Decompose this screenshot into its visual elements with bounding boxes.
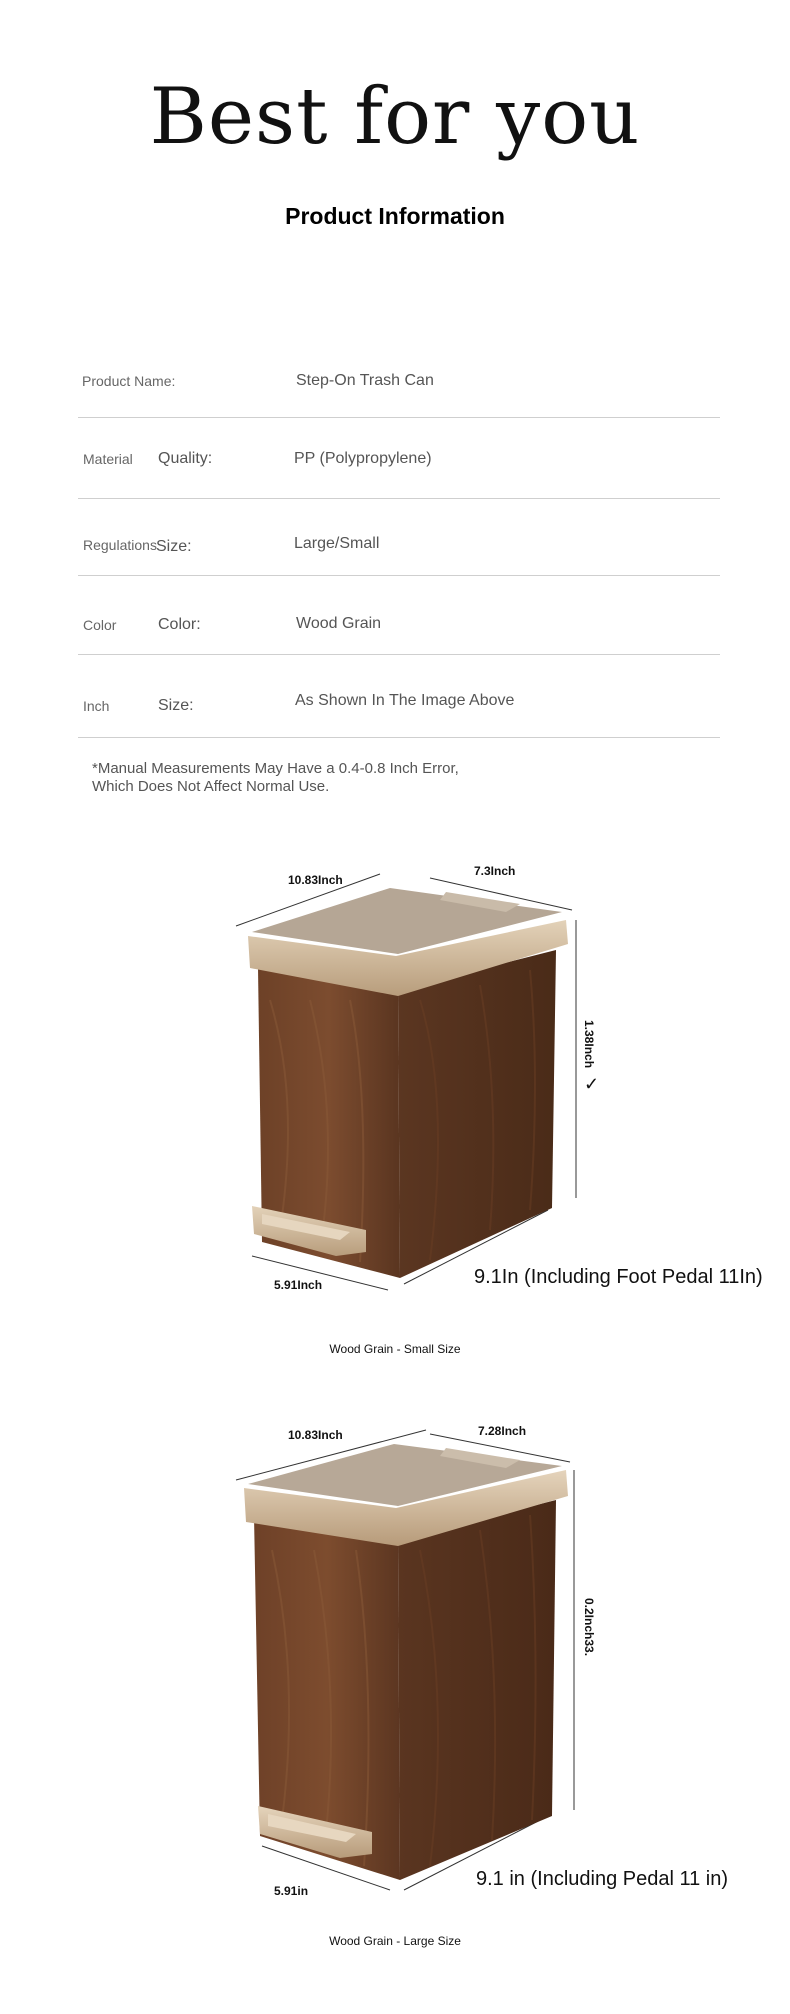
hero-title: Best for you bbox=[149, 72, 641, 162]
accent-mark-icon: ✓ bbox=[584, 1074, 600, 1094]
depth-with-pedal-label: 9.1In (Including Foot Pedal 11In) bbox=[474, 1266, 763, 1288]
width-dimension-label: 10.83Inch bbox=[288, 873, 343, 887]
depth-dimension-label: 7.28Inch bbox=[478, 1424, 527, 1438]
section-title: Product Information bbox=[285, 203, 505, 229]
info-sublabel: Color: bbox=[158, 616, 201, 633]
info-sublabel: Size: bbox=[158, 697, 194, 714]
note-line-2: Which Does Not Affect Normal Use. bbox=[92, 778, 330, 795]
info-value: Step-On Trash Can bbox=[296, 372, 434, 389]
size-caption: Wood Grain - Small Size bbox=[329, 1342, 461, 1356]
info-label: Inch bbox=[83, 698, 110, 714]
height-dimension-label: 0.2Inch33. bbox=[582, 1598, 596, 1657]
info-value: Large/Small bbox=[294, 535, 380, 552]
size-caption: Wood Grain - Large Size bbox=[329, 1934, 461, 1948]
info-value: As Shown In The Image Above bbox=[295, 692, 515, 709]
info-label: Regulations bbox=[83, 537, 157, 553]
info-sublabel: Quality: bbox=[158, 450, 213, 467]
height-dimension-label: 1.38Inch bbox=[582, 1020, 596, 1069]
info-label: Material bbox=[83, 451, 133, 467]
pedal-dimension-label: 5.91Inch bbox=[274, 1278, 323, 1292]
info-value: PP (Polypropylene) bbox=[294, 450, 432, 467]
depth-dimension-label: 7.3Inch bbox=[474, 864, 516, 878]
info-label: Product Name: bbox=[82, 373, 176, 389]
info-value: Wood Grain bbox=[296, 615, 382, 632]
info-sublabel: Size: bbox=[156, 538, 192, 555]
note-line-1: *Manual Measurements May Have a 0.4-0.8 Inch Error, bbox=[92, 760, 459, 777]
info-label: Color bbox=[83, 617, 117, 633]
depth-with-pedal-label: 9.1 in (Including Pedal 11 in) bbox=[476, 1868, 729, 1890]
pedal-dimension-label: 5.91in bbox=[274, 1884, 309, 1898]
width-dimension-label: 10.83Inch bbox=[288, 1428, 343, 1442]
